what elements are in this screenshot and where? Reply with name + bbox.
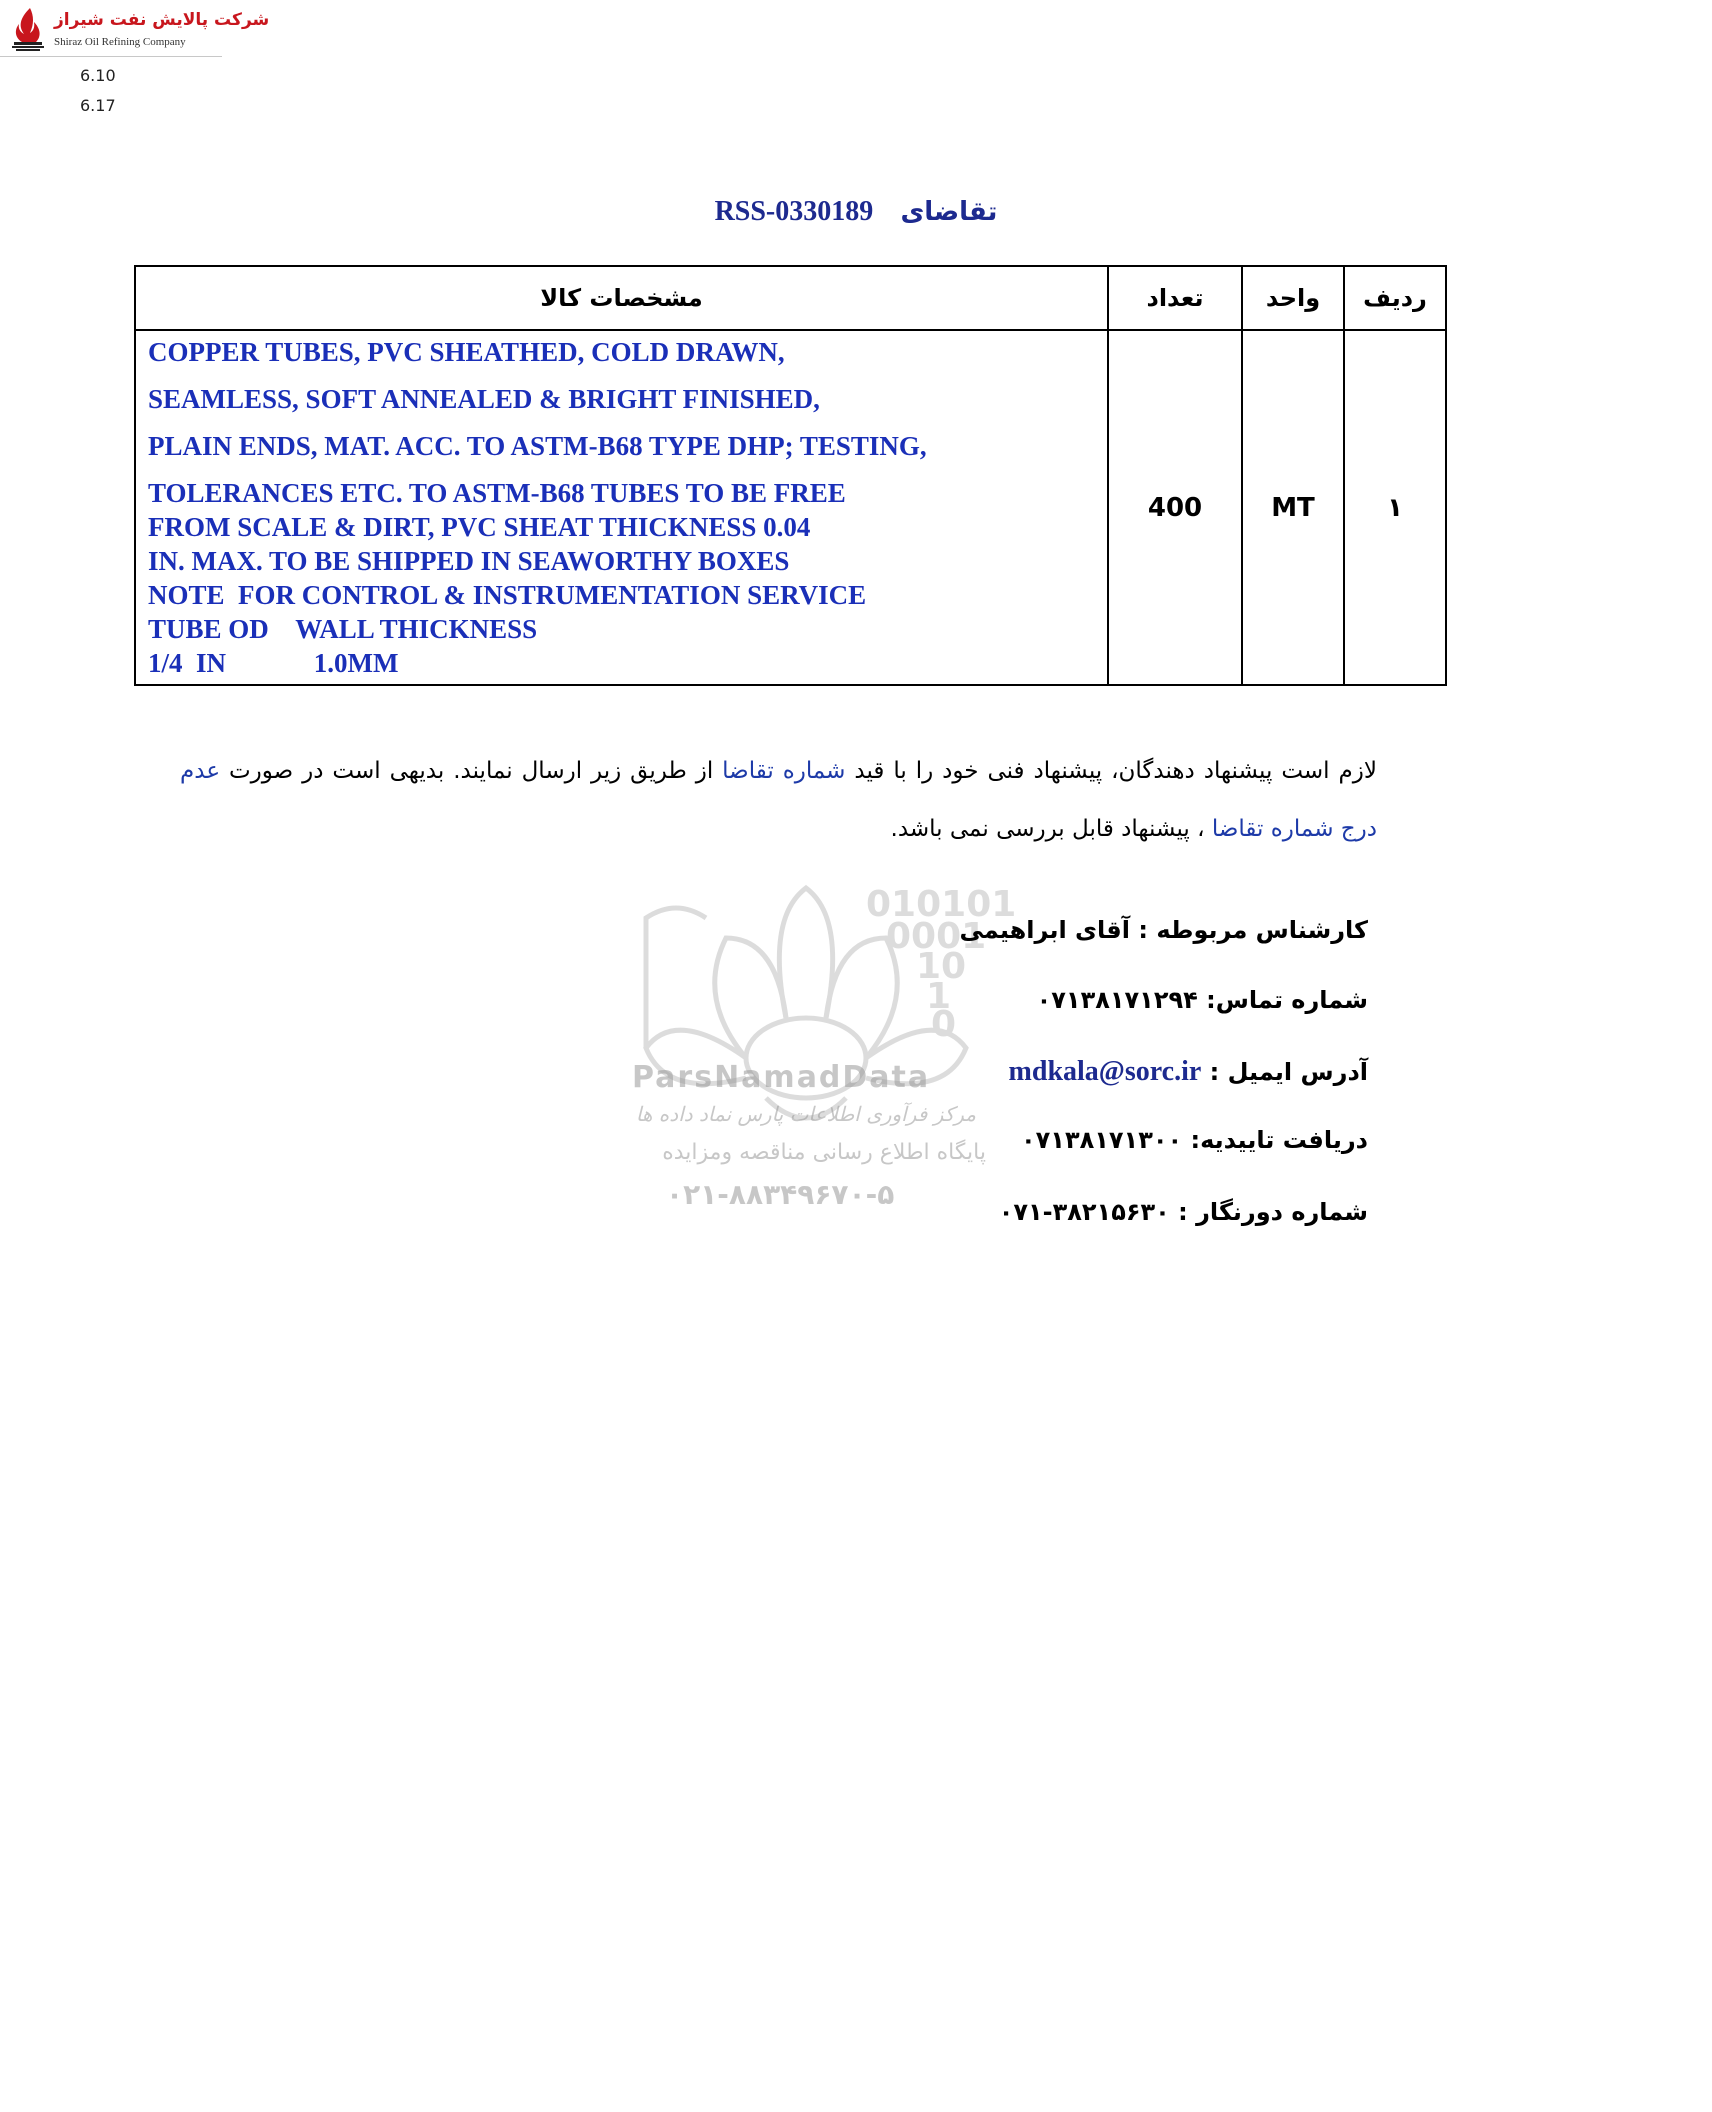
email-label: آدرس ایمیل : (1209, 1058, 1368, 1086)
cell-specification (135, 330, 1108, 685)
expert-label: کارشناس مربوطه : (1138, 916, 1368, 944)
svg-text:10: 10 (916, 946, 967, 987)
fax-label: شماره دورنگار : (1178, 1198, 1368, 1226)
watermark-brand: ParsNamadData (632, 1060, 931, 1095)
paragraph-text: از طریق زیر ارسال نمایند. بدیهی است در صورت (229, 758, 714, 784)
contact-fax (999, 1198, 1368, 1226)
items-table (134, 265, 1447, 686)
contact-expert (959, 916, 1368, 944)
spec-line: NOTE FOR CONTROL & INSTRUMENTATION SERVICE (148, 580, 867, 610)
watermark-phone: ۰۲۱-۸۸۳۴۹۶۷۰-۵ (666, 1178, 895, 1211)
spec-line: SEAMLESS, SOFT ANNEALED & BRIGHT FINISHED, (148, 384, 820, 414)
company-name-fa: شرکت پالایش نفت شیراز (54, 10, 270, 30)
spec-line: TOLERANCES ETC. TO ASTM-B68 TUBES TO BE FREE (148, 478, 846, 508)
spec-line: 1/4 IN 1.0MM (148, 648, 399, 678)
table-row (135, 330, 1446, 685)
cell-row-number: ۱ (1344, 330, 1446, 685)
cell-quantity: 400 (1108, 330, 1242, 685)
email-link[interactable]: mdkala@sorc.ir (1008, 1056, 1202, 1087)
phone-label: شماره تماس: (1206, 986, 1368, 1014)
contact-confirmation (1021, 1126, 1368, 1154)
expert-value: آقای ابراهیمی (959, 916, 1130, 944)
fax-value: ۰۷۱-۳۸۲۱۵۶۳۰ (998, 1198, 1170, 1226)
svg-text:010101: 010101 (866, 884, 1017, 925)
paragraph-text: لازم است پیشنهاد دهندگان، پیشنهاد فنی خود را با قید (854, 758, 1377, 784)
header-divider (0, 56, 222, 57)
instruction-paragraph (180, 742, 1377, 858)
title-prefix: تقاضای (900, 197, 998, 227)
reference-number: 6.17 (80, 96, 116, 115)
refinery-flame-icon (10, 6, 46, 52)
watermark-tagline: مرکز فرآوری اطلاعات پارس نماد داده ها (635, 1102, 976, 1126)
svg-text:0001: 0001 (886, 916, 987, 957)
reference-number: 6.10 (80, 66, 116, 85)
confirm-label: دریافت تاییدیه: (1190, 1126, 1368, 1154)
company-logo (4, 4, 270, 56)
svg-text:0: 0 (931, 1004, 957, 1045)
page-title (0, 196, 1712, 228)
highlight-request-number: شماره تقاضا (722, 758, 846, 784)
header-row-number: ردیف (1344, 266, 1446, 330)
contact-email (1009, 1056, 1368, 1088)
watermark-subtitle: پایگاه اطلاع رسانی مناقصه ومزایده (662, 1140, 986, 1165)
header-unit: واحد (1242, 266, 1344, 330)
highlight-missing-number: عدم درج شماره تقاضا (180, 758, 1377, 842)
spec-line: IN. MAX. TO BE SHIPPED IN SEAWORTHY BOXES (148, 546, 790, 576)
spec-line: TUBE OD WALL THICKNESS (148, 614, 538, 644)
watermark-flower-icon (616, 878, 1017, 1218)
cell-unit: MT (1242, 330, 1344, 685)
request-code: RSS-0330189 (714, 196, 874, 227)
spec-line: FROM SCALE & DIRT, PVC SHEAT THICKNESS 0.04 (148, 512, 811, 542)
svg-text:1: 1 (926, 976, 952, 1017)
table-header-row (135, 266, 1446, 330)
header-quantity: تعداد (1108, 266, 1242, 330)
contact-phone (1037, 986, 1368, 1014)
spec-line: PLAIN ENDS, MAT. ACC. TO ASTM-B68 TYPE DHP; TESTING, (148, 431, 927, 461)
company-name-en: Shiraz Oil Refining Company (54, 36, 186, 48)
header-specification: مشخصات کالا (135, 266, 1108, 330)
confirm-value: ۰۷۱۳۸۱۷۱۳۰۰ (1021, 1126, 1183, 1154)
spec-line: COPPER TUBES, PVC SHEATHED, COLD DRAWN, (148, 337, 785, 367)
paragraph-text: ، پیشنهاد قابل بررسی نمی باشد. (890, 816, 1205, 842)
phone-value: ۰۷۱۳۸۱۷۱۲۹۴ (1036, 986, 1198, 1014)
